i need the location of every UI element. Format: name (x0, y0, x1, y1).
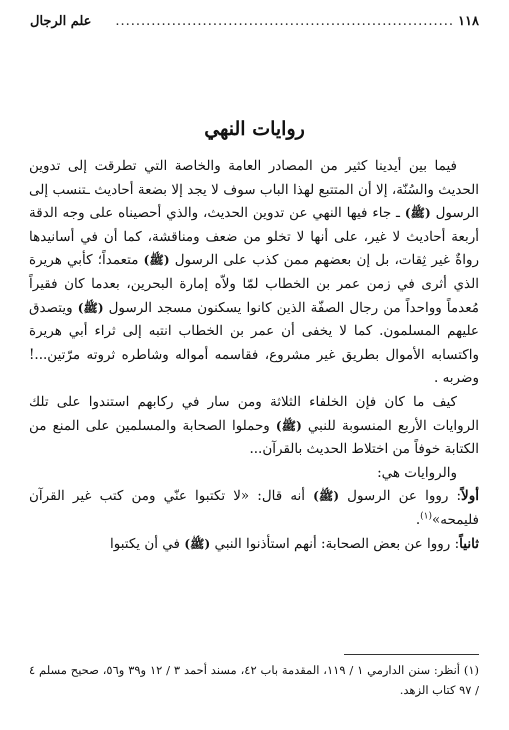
text-run: متعمداً؛ كأبي هريرة الذي أثرى في زمن عمر بن الخطاب لمّا ولاّه إمارة البحرين، بعدما كان فقيراً مُعدماً وواحداً من رجال الصفّة الذين كانوا يسكنون مسجد الرسول (29, 252, 479, 316)
honorific-mark: (ﷺ) (275, 418, 302, 433)
text-run: : رووا عن الرسول (339, 488, 462, 505)
running-header (30, 10, 479, 32)
page-number: ١١٨ (458, 13, 479, 29)
text-run: أنه قال: «لا تكتبوا عنّي ومن كتب غير القرآن فليمحه» (29, 488, 479, 528)
footnote-divider (344, 654, 479, 655)
paragraph-intro (29, 155, 479, 391)
text-run: فيما بين أيدينا كثير من المصادر العامة والخاصة التي تطرقت إلى تدوين الحديث والسُنّة، إلا أن المتتبع لهذا الباب سوف لا يجد إلا بضعة أحاديث ـتنسب إلى الرسول (29, 158, 479, 222)
body-text (29, 155, 479, 556)
leader-dots: .................................................................. (115, 13, 455, 29)
paragraph-first-narration (29, 485, 479, 532)
text-run: وحملوا الصحابة والمسلمين على المنع من الكتابة خوفاً من اختلاط الحديث بالقرآن... (29, 417, 479, 458)
paragraph-narrations-intro: والروايات هي: (377, 464, 457, 481)
text-run: كيف ما كان فإن الخلفاء الثلاثة ومن سار في ركابهم استندوا على تلك الروايات الأربع المنسوبة للنبي (29, 393, 479, 434)
text-run: ـ جاء فيها النهي عن تدوين الحديث، والذي أحصيناه على وجه الدقة أربعة أحاديث لا غير، على أنها لا تخلو من ضعف ومناقشة، كما أن في أسانيدها رواةٌ غير ثِقات، بل إن بعضهم ممن كذب على الرسول (29, 205, 480, 269)
footnote: (١) أنظر: سنن الدارمي ١ / ١١٩، المقدمة باب ٤٢، مسند أحمد ٣ / ١٢ و٣٩ و٥٦، صحيح مسلم ٤ / ٩٧ كتاب الزهد. (29, 663, 480, 697)
footnote-reference: (١) (420, 511, 432, 522)
paragraph-caliphs (29, 391, 479, 462)
running-book-title: علم الرجال (30, 13, 92, 29)
honorific-mark: (ﷺ) (77, 300, 104, 315)
honorific-mark: (ﷺ) (143, 253, 170, 268)
text-run: : رووا عن بعض الصحابة: أنهم استأذنوا النبي (210, 535, 460, 552)
chapter-title: روايات النهي (204, 118, 305, 140)
text-run: في أن يكتبوا (109, 535, 185, 552)
honorific-mark: (ﷺ) (313, 489, 340, 504)
text-run: . (415, 511, 421, 528)
paragraph-second-narration (29, 533, 479, 557)
first-label: أولاً (461, 488, 480, 505)
second-label: ثانياً (459, 535, 479, 552)
honorific-mark: (ﷺ) (184, 536, 211, 551)
text-run: ويتصدق عليهم المسلمون. كما لا يخفى أن عمر بن الخطاب انتبه إلى ثراء أبي هريرة واكتسابه الأموال بطريق غير مشروع، فقاسمه أمواله وشاطره ثروته مرّتين...! وضربه . (29, 299, 479, 387)
honorific-mark: (ﷺ) (404, 206, 431, 221)
